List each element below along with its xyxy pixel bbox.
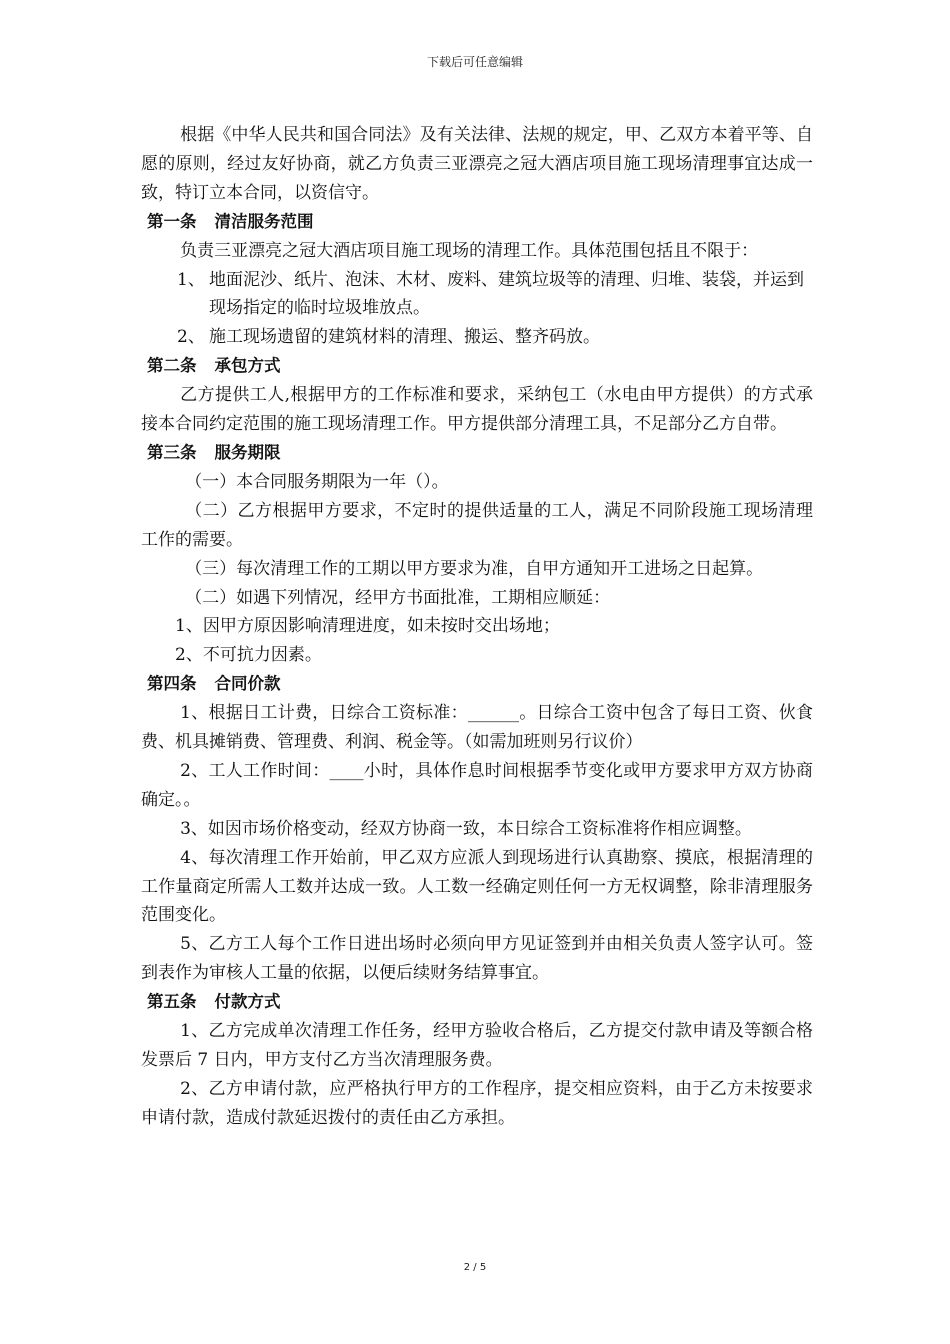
article-3-paragraph: （一）本合同服务期限为一年（）。 [185,471,449,492]
article-3-paragraph: （二）如遇下列情况，经甲方书面批准，工期相应顺延： [185,587,611,608]
list-item [141,266,813,324]
article-4-number: 第四条 [147,674,197,694]
article-4-paragraph: 5、乙方工人每个工作日进出场时必须向甲方见证签到并由相关负责人签字认可。签到表作为审核人工量的依据，以便后续财务结算事宜。 [141,934,813,984]
article-4-paragraph: 4、每次清理工作开始前，甲乙双方应派人到现场进行认真勘察、摸底，根据清理的工作量商定所需人工数并达成一致。人工数一经确定则任何一方无权调整，除非清理服务范围变化。 [141,847,813,926]
list-item-number: 1、 [177,269,205,290]
article-2-paragraph: 乙方提供工人,根据甲方的工作标准和要求，采纳包工（水电由甲方提供）的方式承接本合同约定范围的施工现场清理工作。甲方提供部分清理工具，不足部分乙方自带。 [141,385,813,435]
article-3-sub-item: 2、不可抗力因素。 [175,645,322,666]
article-4-title: 合同价款 [214,674,281,694]
article-4-paragraph: 2、工人工作时间：____小时，具体作息时间根据季节变化或甲方要求甲方双方协商确定。。 [141,760,813,810]
list-item-text: 施工现场遗留的建筑材料的清理、搬运、整齐码放。 [209,327,600,348]
article-1-number: 第一条 [147,211,197,231]
article-1-paragraph: 负责三亚漂亮之冠大酒店项目施工现场的清理工作。具体范围包括且不限于： [180,240,759,261]
intro-paragraph: 根据《中华人民共和国合同法》及有关法律、法规的规定，甲、乙双方本着平等、自愿的原则，经过友好协商，就乙方负责三亚漂亮之冠大酒店项目施工现场清理事宜达成一致，特订立本合同，以资信守。 [141,125,813,203]
list-item-number: 2、 [177,327,205,348]
article-2-number: 第二条 [147,356,197,376]
article-4-heading [141,670,813,699]
article-3-heading [141,439,813,468]
article-3-paragraph: （二）乙方根据甲方要求，不定时的提供适量的工人，满足不同阶段施工现场清理工作的需要。 [141,500,813,550]
article-5-title: 付款方式 [214,992,281,1012]
page-number: 2 / 5 [463,1262,487,1273]
article-2-title: 承包方式 [214,356,281,376]
page-header: 下载后可任意编辑 [426,55,523,69]
article-2-heading [141,352,813,381]
list-item [141,323,813,352]
article-5-paragraph: 2、乙方申请付款，应严格执行甲方的工作程序，提交相应资料，由于乙方未按要求申请付款，造成付款延迟拨付的责任由乙方承担。 [141,1078,813,1128]
article-1-heading [141,208,813,237]
article-1-title: 清洁服务范围 [214,211,314,231]
article-3-sub-item: 1、因甲方原因影响清理进度，如未按时交出场地； [175,616,560,637]
article-5-paragraph: 1、乙方完成单次清理工作任务，经甲方验收合格后，乙方提交付款申请及等额合格发票后 7 日内，甲方支付乙方当次清理服务费。 [141,1021,813,1070]
article-3-paragraph: （三）每次清理工作的工期以甲方要求为准，自甲方通知开工进场之日起算。 [185,558,764,579]
article-5-number: 第五条 [147,992,197,1012]
article-3-number: 第三条 [147,442,197,462]
list-item-text: 地面泥沙、纸片、泡沫、木材、废料、建筑垃圾等的清理、归堆、装袋，并运到现场指定的临时垃圾堆放点。 [209,269,804,319]
article-3-title: 服务期限 [214,442,281,462]
article-4-paragraph: 1、根据日工计费，日综合工资标准：______。日综合工资中包含了每日工资、伙食费、机具摊销费、管理费、利润、税金等。（如需加班则另行议价） [141,703,813,753]
article-4-paragraph: 3、如因市场价格变动，经双方协商一致，本日综合工资标准将作相应调整。 [180,818,752,839]
contract-body [141,121,813,1133]
article-5-heading [141,988,813,1017]
